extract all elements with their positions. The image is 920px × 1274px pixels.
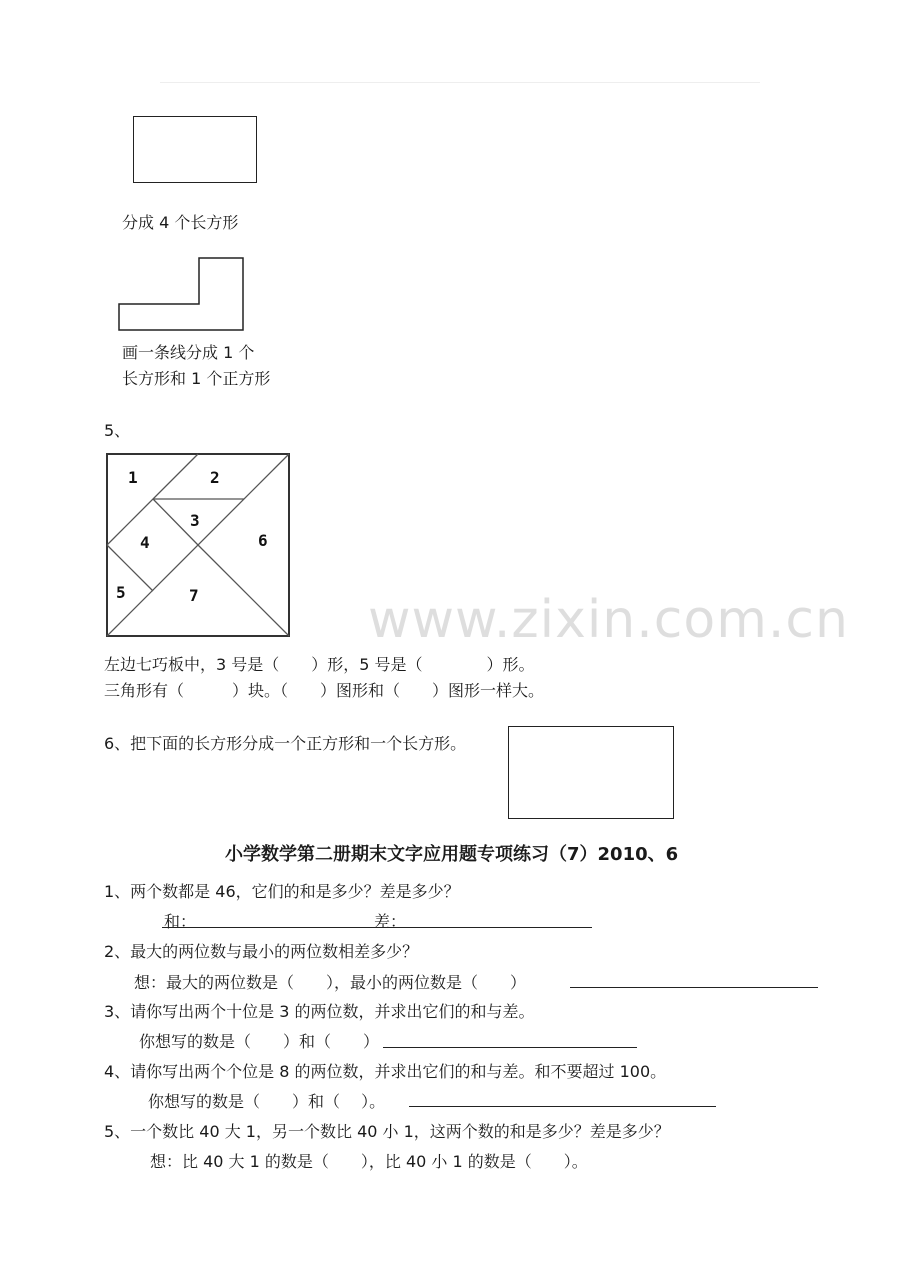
q6-rectangle (508, 726, 674, 819)
rectangle-figure (133, 116, 257, 183)
sq1-question: 1、两个数都是 46，它们的和是多少？差是多少？ (104, 882, 460, 901)
sq5-hint: 想：比 40 大 1 的数是（ ），比 40 小 1 的数是（ ）。 (150, 1152, 588, 1171)
sq2-answer-line[interactable] (570, 987, 818, 988)
sq4-question: 4、请你写出两个个位是 8 的两位数，并求出它们的和与差。和不要超过 100。 (104, 1062, 667, 1081)
sq3-question: 3、请你写出两个十位是 3 的两位数，并求出它们的和与差。 (104, 1002, 535, 1021)
q6-text: 6、把下面的长方形分成一个正方形和一个长方形。 (104, 734, 467, 753)
tangram-label-3: 3 (190, 511, 200, 530)
tangram-label-7: 7 (189, 586, 199, 605)
tangram-label-5: 5 (116, 583, 126, 602)
sq3-answer-line[interactable] (383, 1047, 637, 1048)
sq4-answer-line[interactable] (409, 1106, 716, 1107)
lshape-caption-2: 长方形和 1 个正方形 (122, 369, 271, 388)
q5-line-2: 三角形有（ ）块。（ ）图形和（ ）图形一样大。 (104, 681, 545, 700)
sq1-diff-label: 差： (374, 912, 407, 931)
sq2-hint: 想：最大的两位数是（ ），最小的两位数是（ ） (134, 973, 527, 992)
tangram-label-1: 1 (128, 468, 138, 487)
top-rule (160, 82, 760, 83)
lshape-caption-1: 画一条线分成 1 个 (122, 343, 255, 362)
watermark: www.zixin.com.cn (368, 590, 849, 650)
sq1-answer-line[interactable] (162, 927, 592, 928)
rect4-caption: 分成 4 个长方形 (122, 213, 239, 232)
sq2-question: 2、最大的两位数与最小的两位数相差多少？ (104, 942, 419, 961)
sq4-hint: 你想写的数是（ ）和（ ）。 (148, 1092, 386, 1111)
sq5-question: 5、一个数比 40 大 1，另一个数比 40 小 1，这两个数的和是多少？差是多少？ (104, 1122, 670, 1141)
sq1-sum-label: 和： (164, 912, 197, 931)
tangram-figure (104, 451, 292, 641)
q5-line-1: 左边七巧板中，3 号是（ ）形，5 号是（ ）形。 (104, 655, 535, 674)
tangram-label-4: 4 (140, 533, 150, 552)
q5-number: 5、 (104, 421, 131, 440)
section-title: 小学数学第二册期末文字应用题专项练习（7）2010、6 (225, 844, 679, 865)
sq3-hint: 你想写的数是（ ）和（ ） (139, 1032, 380, 1051)
l-shape-figure (117, 256, 247, 334)
tangram-label-6: 6 (258, 531, 268, 550)
tangram-label-2: 2 (210, 468, 220, 487)
